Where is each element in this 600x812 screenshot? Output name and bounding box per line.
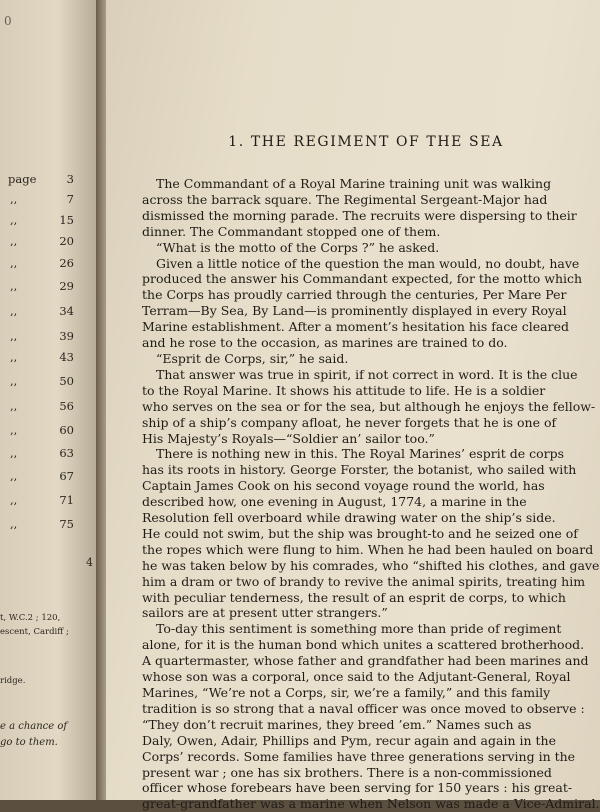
- toc-page-number: 15: [59, 213, 74, 227]
- left-footer-line: t, W.C.2 ; 120,: [0, 613, 61, 623]
- text-line: to the Royal Marine. It shows his attitude to life. He is a soldier: [142, 382, 546, 398]
- text-line: Daly, Owen, Adair, Phillips and Pym, recur again and again in the: [142, 732, 556, 748]
- toc-label: ,,: [10, 374, 18, 388]
- toc-label: ,,: [10, 279, 18, 293]
- toc-page-number: 3: [66, 172, 74, 186]
- text-line: Marine establishment. After a moment’s hesitation his face cleared: [142, 319, 569, 335]
- text-line: That answer was true in spirit, if not correct in word. It is the clue: [156, 366, 578, 382]
- text-line: with peculiar tenderness, the result of an esprit de corps, to which: [142, 589, 566, 605]
- text-line: He could not swim, but the ship was brought-to and he seized one of: [142, 525, 578, 541]
- toc-label: ,,: [10, 256, 18, 270]
- text-line: great-grandfather was a marine when Nelson was made a Vice-Admiral.: [142, 796, 600, 812]
- text-line: officer whose forebears have been serving for 150 years : his great-: [142, 780, 573, 796]
- left-footer-line: escent, Cardiff ;: [0, 627, 69, 637]
- text-line: alone, for it is the human bond which unites a scattered brotherhood.: [142, 637, 585, 653]
- toc-label: ,,: [10, 350, 18, 364]
- text-line: he was taken below by his comrades, who “shifted his clothes, and gave: [142, 557, 600, 573]
- text-line: The Commandant of a Royal Marine training unit was walking: [156, 176, 552, 191]
- text-line: the ropes which were flung to him. When he had been hauled on board: [142, 541, 594, 557]
- text-line: who serves on the sea or for the sea, but although he enjoys the fellow-: [142, 398, 596, 414]
- text-line: ship of a ship’s company afloat, he never forgets that he is one of: [142, 414, 557, 430]
- toc-label: ,,: [10, 469, 18, 483]
- toc-page-number: 7: [66, 192, 74, 206]
- toc-page-number: 50: [59, 374, 74, 388]
- toc-page-number: 60: [59, 423, 74, 437]
- toc-label: ,,: [10, 304, 18, 318]
- left-italic-line: go to them.: [0, 737, 58, 748]
- toc-page-number: 26: [59, 256, 74, 270]
- right-page: [106, 0, 600, 812]
- text-line: dismissed the morning parade. The recruits were dispersing to their: [142, 207, 577, 223]
- left-footer-line: ridge.: [0, 676, 26, 686]
- toc-page-number: 71: [59, 493, 74, 507]
- text-line: Given a little notice of the question the man would, no doubt, have: [156, 255, 580, 271]
- toc-label: ,,: [10, 234, 18, 248]
- text-line: His Majesty’s Royals—“Soldier an’ sailor too.”: [142, 430, 435, 446]
- book-gutter: [96, 0, 106, 800]
- text-line: Resolution fell overboard while drawing water on the ship’s side.: [142, 510, 556, 526]
- chapter-body-text: [142, 176, 600, 812]
- text-line: “They don’t recruit marines, they breed ’em.” Names such as: [142, 716, 532, 732]
- text-line: produced the answer his Commandant expected, for the motto which: [142, 271, 583, 287]
- toc-page-number: 43: [59, 350, 74, 364]
- text-line: Terram—By Sea, By Land—is prominently displayed in every Royal: [142, 303, 567, 319]
- toc-label: ,,: [10, 213, 18, 227]
- toc-page-number: 39: [59, 329, 74, 343]
- left-corner-mark: 0: [4, 14, 12, 28]
- toc-page-number: 29: [59, 279, 74, 293]
- text-line: Corps’ records. Some families have three generations serving in the: [142, 748, 576, 764]
- toc-page-number: 56: [59, 399, 74, 413]
- text-line: whose son was a corporal, once said to the Adjutant-General, Royal: [142, 669, 571, 685]
- toc-label: ,,: [10, 329, 18, 343]
- toc-label: ,,: [10, 423, 18, 437]
- text-line: A quartermaster, whose father and grandfather had been marines and: [142, 653, 589, 669]
- text-line: described how, one evening in August, 1774, a marine in the: [142, 494, 527, 510]
- toc-page-number: 75: [59, 517, 74, 531]
- toc-page-number: 34: [59, 304, 74, 318]
- toc-label: ,,: [10, 517, 18, 531]
- toc-label: ,,: [10, 192, 18, 206]
- text-line: across the barrack square. The Regimental Sergeant-Major had: [142, 191, 548, 207]
- text-line: Marines, “We’re not a Corps, sir, we’re a family,” and this family: [142, 685, 551, 700]
- toc-label: ,,: [10, 399, 18, 413]
- text-line: tradition is so strong that a naval officer was once moved to observe :: [142, 700, 585, 716]
- text-line: him a dram or two of brandy to revive the animal spirits, treating him: [142, 573, 586, 589]
- toc-label: page: [8, 172, 37, 186]
- text-line: There is nothing new in this. The Royal Marines’ esprit de corps: [156, 446, 565, 462]
- left-page-mark: 4: [86, 556, 93, 569]
- text-line: the Corps has proudly carried through the centuries, Per Mare Per: [142, 287, 567, 303]
- text-line: Captain James Cook on his second voyage round the world, has: [142, 478, 545, 494]
- text-line: and he rose to the occasion, as marines are trained to do.: [142, 335, 508, 351]
- text-line: “What is the motto of the Corps ?” he asked.: [156, 239, 440, 255]
- text-line: has its roots in history. George Forster, the botanist, who sailed with: [142, 462, 577, 478]
- chapter-title: 1. THE REGIMENT OF THE SEA: [228, 134, 504, 150]
- left-italic-line: e a chance of: [0, 721, 68, 732]
- text-line: sailors are at present utter strangers.”: [142, 605, 388, 621]
- text-line: To-day this sentiment is something more than pride of regiment: [156, 621, 562, 637]
- toc-page-number: 20: [59, 234, 74, 248]
- text-line: present war ; one has six brothers. There is a non-commissioned: [142, 764, 552, 780]
- toc-page-number: 67: [59, 469, 74, 483]
- toc-page-number: 63: [59, 446, 74, 460]
- toc-label: ,,: [10, 446, 18, 460]
- left-page: [0, 0, 96, 800]
- text-line: dinner. The Commandant stopped one of them.: [142, 223, 441, 239]
- text-line: “Esprit de Corps, sir,” he said.: [156, 350, 349, 366]
- toc-label: ,,: [10, 493, 18, 507]
